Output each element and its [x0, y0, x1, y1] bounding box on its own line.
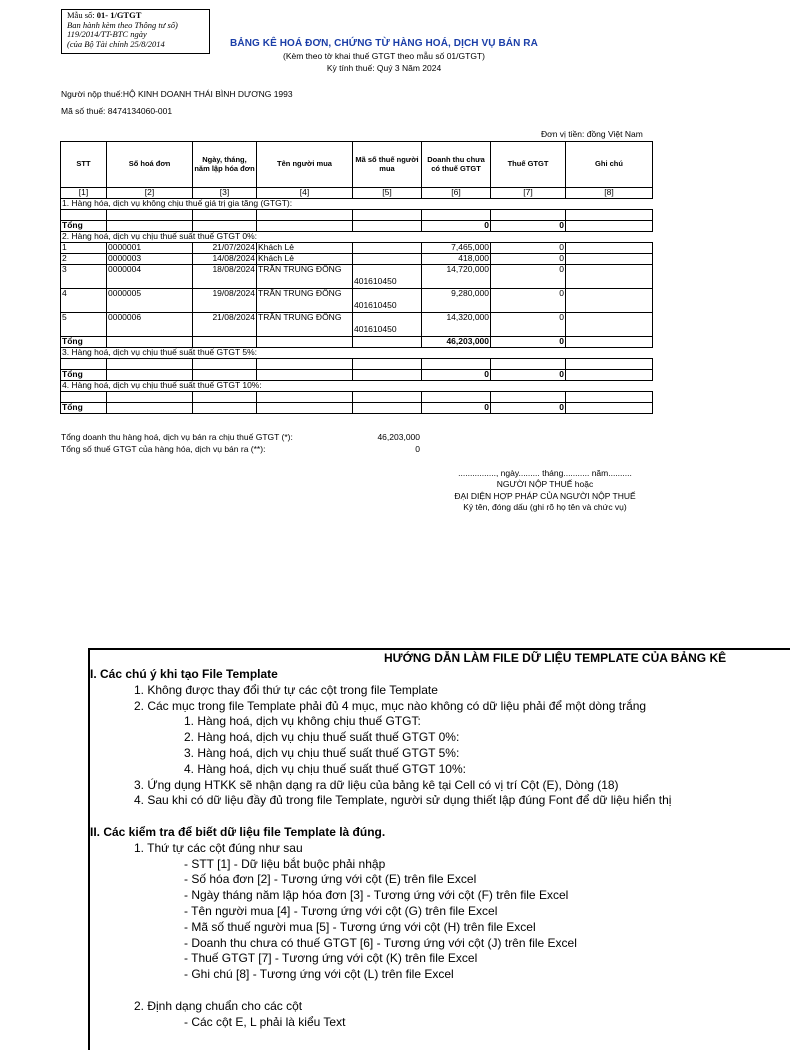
- guide-line: 1. Thứ tự các cột đúng như sau: [134, 840, 303, 855]
- guide-line: 2. Định dạng chuẩn cho các cột: [134, 998, 303, 1013]
- guide-line: 2. Các mục trong file Template phải đủ 4 mục, mục nào không có dữ liệu phải để một dòng trắng: [134, 698, 647, 713]
- guide-line: - Ngày tháng năm lập hóa đơn [3] - Tương ứng với cột (F) trên file Excel: [184, 888, 569, 903]
- invoice-number-cell: 0000003: [107, 254, 193, 265]
- vat-cell: 0: [491, 313, 566, 337]
- form-circular-line: 119/2014/TT-BTC ngày: [67, 29, 147, 40]
- buyer-name-cell: Khách Lẻ: [257, 254, 353, 265]
- total-revenue: 0: [422, 221, 491, 232]
- total-tax: 0: [491, 337, 566, 348]
- total-label: Tổng: [61, 370, 107, 381]
- column-header: Doanh thu chưa có thuế GTGT: [422, 142, 491, 188]
- guide-line: 4. Hàng hoá, dịch vụ chịu thuế suất thuế GTGT 10%:: [184, 761, 466, 776]
- empty-cell: [107, 403, 193, 414]
- section-title-row: [61, 232, 653, 243]
- buyer-name-cell: TRẦN TRUNG ĐÔNG: [257, 313, 353, 337]
- guide-line: - Thuế GTGT [7] - Tương ứng với cột (K) trên file Excel: [184, 951, 478, 966]
- empty-cell: [353, 359, 422, 370]
- section-title: 2. Hàng hoá, dịch vụ chịu thuế suất thuế GTGT 0%:: [61, 232, 653, 243]
- empty-cell: [107, 359, 193, 370]
- total-tax: 0: [491, 221, 566, 232]
- invoice-number-cell: 0000006: [107, 313, 193, 337]
- empty-cell: [193, 403, 257, 414]
- total-revenue: 46,203,000: [422, 337, 491, 348]
- column-number: [3]: [193, 188, 257, 199]
- empty-cell: [61, 359, 107, 370]
- summary-tax-label: Tổng số thuế GTGT của hàng hóa, dịch vụ bán ra (**):: [61, 444, 266, 454]
- empty-cell: [566, 221, 653, 232]
- guide-line: - STT [1] - Dữ liệu bắt buộc phải nhập: [184, 856, 386, 871]
- empty-cell: [61, 210, 107, 221]
- invoice-date-cell: 18/08/2024: [193, 265, 257, 289]
- column-number: [5]: [353, 188, 422, 199]
- currency-unit: Đơn vị tiền: đồng Việt Nam: [541, 129, 643, 139]
- stt-cell: 3: [61, 265, 107, 289]
- empty-cell: [353, 392, 422, 403]
- total-row: [61, 370, 653, 381]
- total-revenue: 0: [422, 403, 491, 414]
- buyer-tax-id-cell: 401610450: [353, 289, 422, 313]
- guide-heading: II. Các kiểm tra để biết dữ liệu file Template là đúng.: [90, 825, 386, 839]
- column-number-row: [61, 188, 653, 199]
- revenue-cell: 9,280,000: [422, 289, 491, 313]
- section-title-row: [61, 199, 653, 210]
- invoice-date-cell: 19/08/2024: [193, 289, 257, 313]
- empty-cell: [566, 403, 653, 414]
- table-row: [61, 243, 653, 254]
- note-cell: [566, 254, 653, 265]
- signature-role-2: ĐẠI DIỆN HỢP PHÁP CỦA NGƯỜI NỘP THUẾ: [454, 491, 636, 501]
- empty-row: [61, 392, 653, 403]
- column-number: [7]: [491, 188, 566, 199]
- buyer-tax-id-cell: 401610450: [353, 265, 422, 289]
- note-cell: [566, 289, 653, 313]
- empty-cell: [353, 210, 422, 221]
- total-tax: 0: [491, 370, 566, 381]
- guide-line: - Ghi chú [8] - Tương ứng với cột (L) trên file Excel: [184, 967, 454, 982]
- empty-cell: [193, 392, 257, 403]
- note-cell: [566, 313, 653, 337]
- column-number: [2]: [107, 188, 193, 199]
- total-row: [61, 403, 653, 414]
- guide-title: HƯỚNG DẪN LÀM FILE DỮ LIỆU TEMPLATE CỦA BẢNG KÊ: [384, 651, 727, 665]
- invoice-table: [60, 141, 653, 414]
- form-ministry-line: (của Bộ Tài chính 25/8/2014: [67, 38, 165, 49]
- taxpayer-name: Người nộp thuế:HỘ KINH DOANH THÁI BÌNH DƯƠNG 1993: [61, 89, 293, 99]
- table-row: [61, 254, 653, 265]
- empty-cell: [257, 359, 353, 370]
- empty-cell: [107, 221, 193, 232]
- revenue-cell: 7,465,000: [422, 243, 491, 254]
- column-header: Ngày, tháng, năm lập hóa đơn: [193, 142, 257, 188]
- invoice-number-cell: 0000005: [107, 289, 193, 313]
- summary-tax-value: 0: [415, 444, 420, 454]
- empty-cell: [566, 210, 653, 221]
- total-label: Tổng: [61, 337, 107, 348]
- empty-cell: [491, 392, 566, 403]
- buyer-tax-id-cell: [353, 254, 422, 265]
- empty-row: [61, 359, 653, 370]
- stt-cell: 2: [61, 254, 107, 265]
- empty-cell: [422, 359, 491, 370]
- section-title-row: [61, 381, 653, 392]
- empty-cell: [566, 337, 653, 348]
- total-label: Tổng: [61, 221, 107, 232]
- note-cell: [566, 265, 653, 289]
- empty-cell: [193, 210, 257, 221]
- invoice-date-cell: 21/08/2024: [193, 313, 257, 337]
- guide-line: 4. Sau khi có dữ liệu đầy đủ trong file Template, người sử dụng thiết lập đúng Font để dữ liệu hiển thị: [134, 793, 672, 808]
- stt-cell: 1: [61, 243, 107, 254]
- section-title-row: [61, 348, 653, 359]
- table-row: [61, 265, 653, 289]
- form-code: 01- 1/GTGT: [96, 10, 142, 20]
- empty-cell: [353, 403, 422, 414]
- empty-cell: [353, 370, 422, 381]
- empty-cell: [193, 359, 257, 370]
- empty-cell: [422, 210, 491, 221]
- invoice-number-cell: 0000004: [107, 265, 193, 289]
- guide-line: - Mã số thuế người mua [5] - Tương ứng với cột (H) trên file Excel: [184, 919, 536, 934]
- column-header: Tên người mua: [257, 142, 353, 188]
- guide-line: 1. Hàng hoá, dịch vụ không chịu thuế GTGT:: [184, 714, 421, 729]
- document-title: BẢNG KÊ HOÁ ĐƠN, CHỨNG TỪ HÀNG HOÁ, DỊCH VỤ BÁN RA: [230, 38, 538, 49]
- empty-cell: [353, 337, 422, 348]
- document-subtitle: (Kèm theo tờ khai thuế GTGT theo mẫu số 01/GTGT): [283, 51, 485, 61]
- vat-cell: 0: [491, 243, 566, 254]
- column-header: Số hoá đơn: [107, 142, 193, 188]
- column-header: Ghi chú: [566, 142, 653, 188]
- empty-cell: [257, 337, 353, 348]
- empty-cell: [422, 392, 491, 403]
- guide-line: 1. Không được thay đổi thứ tự các cột trong file Template: [134, 682, 438, 697]
- signature-role-1: NGƯỜI NỘP THUẾ hoặc: [496, 479, 594, 489]
- stt-cell: 5: [61, 313, 107, 337]
- total-row: [61, 221, 653, 232]
- revenue-cell: 14,720,000: [422, 265, 491, 289]
- empty-cell: [107, 370, 193, 381]
- total-label: Tổng: [61, 403, 107, 414]
- empty-cell: [257, 370, 353, 381]
- total-tax: 0: [491, 403, 566, 414]
- note-cell: [566, 243, 653, 254]
- total-revenue: 0: [422, 370, 491, 381]
- guide-line: 2. Hàng hoá, dịch vụ chịu thuế suất thuế GTGT 0%:: [184, 730, 460, 745]
- empty-row: [61, 210, 653, 221]
- empty-cell: [61, 392, 107, 403]
- tax-period: Kỳ tính thuế: Quý 3 Năm 2024: [326, 63, 442, 73]
- vat-cell: 0: [491, 254, 566, 265]
- empty-cell: [257, 221, 353, 232]
- column-header: Mã số thuế người mua: [353, 142, 422, 188]
- invoice-number-cell: 0000001: [107, 243, 193, 254]
- column-header: STT: [61, 142, 107, 188]
- empty-cell: [193, 370, 257, 381]
- table-row: [61, 289, 653, 313]
- table-row: [61, 313, 653, 337]
- section-title: 4. Hàng hoá, dịch vụ chịu thuế suất thuế GTGT 10%:: [61, 381, 653, 392]
- empty-cell: [491, 359, 566, 370]
- empty-cell: [193, 221, 257, 232]
- revenue-cell: 418,000: [422, 254, 491, 265]
- buyer-tax-id-cell: [353, 243, 422, 254]
- empty-cell: [491, 210, 566, 221]
- guide-line: - Các cột E, L phải là kiểu Text: [184, 1014, 346, 1029]
- guide-line: - Tên người mua [4] - Tương ứng với cột (G) trên file Excel: [184, 904, 498, 918]
- empty-cell: [257, 403, 353, 414]
- column-number: [8]: [566, 188, 653, 199]
- buyer-name-cell: TRẦN TRUNG ĐÔNG: [257, 265, 353, 289]
- empty-cell: [107, 210, 193, 221]
- vat-cell: 0: [491, 289, 566, 313]
- guide-line: - Doanh thu chưa có thuế GTGT [6] - Tương ứng với cột (J) trên file Excel: [184, 935, 577, 950]
- column-header: Thuế GTGT: [491, 142, 566, 188]
- column-number: [6]: [422, 188, 491, 199]
- taxpayer-tax-code: Mã số thuế: 8474134060-001: [61, 106, 173, 116]
- buyer-name-cell: TRẦN TRUNG ĐÔNG: [257, 289, 353, 313]
- guide-line: 3. Ứng dụng HTKK sẽ nhận dạng ra dữ liệu của bảng kê tại Cell có vị trí Cột (E), Dòng (18): [134, 777, 619, 792]
- empty-cell: [193, 337, 257, 348]
- section-title: 1. Hàng hóa, dịch vụ không chịu thuế giá trị gia tăng (GTGT):: [61, 199, 653, 210]
- revenue-cell: 14,320,000: [422, 313, 491, 337]
- column-number: [4]: [257, 188, 353, 199]
- signature-instruction: Ký tên, đóng dấu (ghi rõ họ tên và chức vụ): [463, 502, 627, 512]
- empty-cell: [566, 359, 653, 370]
- section-title: 3. Hàng hoá, dịch vụ chịu thuế suất thuế GTGT 5%:: [61, 348, 653, 359]
- vat-cell: 0: [491, 265, 566, 289]
- empty-cell: [566, 370, 653, 381]
- empty-cell: [566, 392, 653, 403]
- table-header-row: [61, 142, 653, 188]
- summary-revenue-value: 46,203,000: [377, 432, 420, 442]
- invoice-date-cell: 21/07/2024: [193, 243, 257, 254]
- empty-cell: [107, 392, 193, 403]
- guide-section: [0, 640, 727, 1029]
- buyer-name-cell: Khách Lẻ: [257, 243, 353, 254]
- summary-revenue-label: Tổng doanh thu hàng hoá, dịch vụ bán ra chịu thuế GTGT (*):: [61, 432, 293, 442]
- form-issued-line: Ban hành kèm theo Thông tư số): [67, 19, 178, 30]
- stt-cell: 4: [61, 289, 107, 313]
- empty-cell: [353, 221, 422, 232]
- guide-line: 3. Hàng hoá, dịch vụ chịu thuế suất thuế GTGT 5%:: [184, 746, 460, 760]
- column-number: [1]: [61, 188, 107, 199]
- total-row: [61, 337, 653, 348]
- form-code-label: Mẫu số:: [67, 10, 97, 20]
- invoice-date-cell: 14/08/2024: [193, 254, 257, 265]
- empty-cell: [257, 392, 353, 403]
- empty-cell: [107, 337, 193, 348]
- buyer-tax-id-cell: 401610450: [353, 313, 422, 337]
- guide-heading: I. Các chú ý khi tạo File Template: [90, 667, 278, 681]
- signature-date-line: ................, ngày......... tháng........... năm..........: [458, 468, 632, 478]
- empty-cell: [257, 210, 353, 221]
- guide-line: - Số hóa đơn [2] - Tương ứng với cột (E) trên file Excel: [184, 872, 477, 887]
